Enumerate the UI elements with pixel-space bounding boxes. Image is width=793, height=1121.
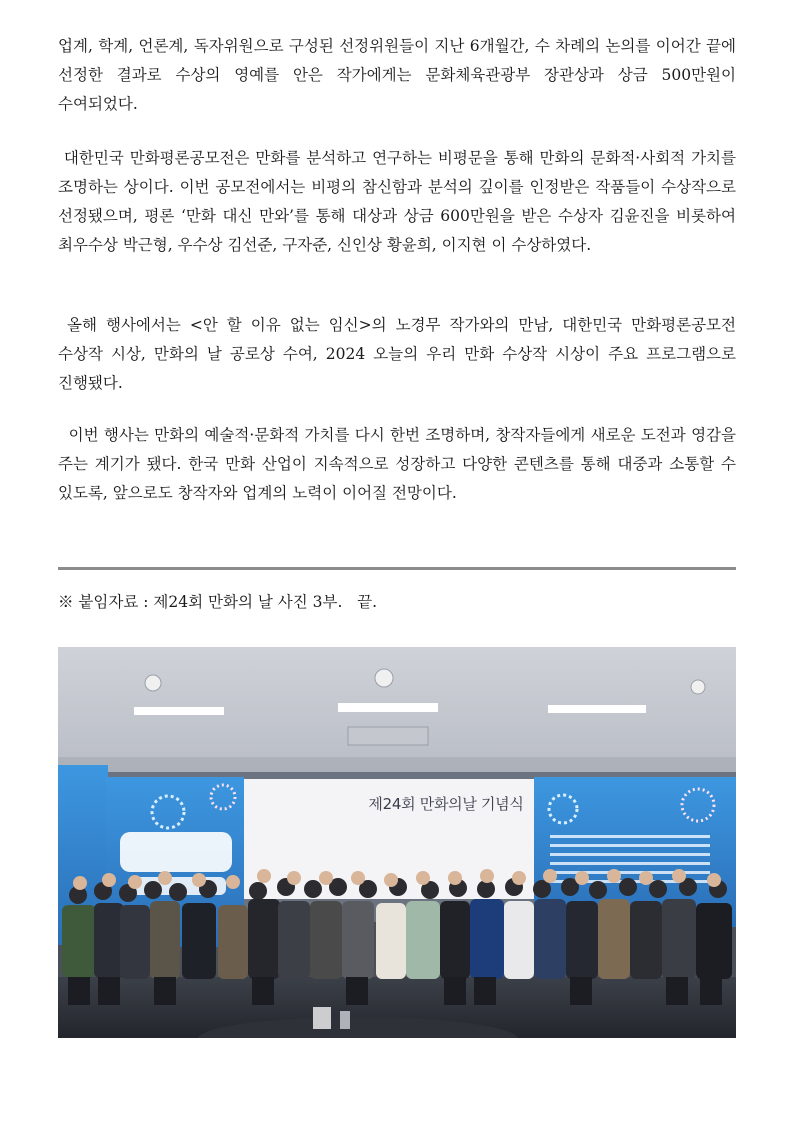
body-paragraph-4: 이번 행사는 만화의 예술적·문화적 가치를 다시 한번 조명하며, 창작자들에게 새로운 도전과 영감을 주는 계기가 됐다. 한국 만화 산업이 지속적으로 성장하고 다양한 콘텐츠를 통해 대중과 소통할 수 있도록, 앞으로도 창작자와 업계의 노력이 이어질 전망이다. <box>58 426 741 502</box>
body-paragraph-3: 올해 행사에서는 <안 할 이유 없는 임신>의 노경무 작가와의 만남, 대한민국 만화평론공모전 수상작 시상, 만화의 날 공로상 수여, 2024 오늘의 우리 만화 수상작 시상이 주요 프로그램으로 진행됐다. <box>58 316 741 392</box>
attachment-note: ※ 붙임자료 : 제24회 만화의 날 사진 3부. 끝. <box>58 593 378 611</box>
body-paragraph-1: 업계, 학계, 언론계, 독자위원으로 구성된 선정위원들이 지난 6개월간, 수 차례의 논의를 이어간 끝에 선정한 결과로 수상의 영예를 안은 작가에게는 문화체육관광부 장관상과 상금 500만원이 수여되었다. <box>58 37 741 113</box>
photo-illustration <box>58 647 736 1038</box>
event-group-photo <box>58 647 736 1038</box>
body-paragraph-2: 대한민국 만화평론공모전은 만화를 분석하고 연구하는 비평문을 통해 만화의 문화적·사회적 가치를 조명하는 상이다. 이번 공모전에서는 비평의 참신함과 분석의 깊이를 인정받은 작품들이 수상작으로 선정됐으며, 평론 ‘만화 대신 만와’를 통해 대상과 상금 600만원을 받은 수상자 김윤진을 비롯하여 최우수상 박근형, 우수상 김선준, 구자준, 신인상 황윤희, 이지현 이 수상하였다. <box>58 149 741 254</box>
section-divider <box>58 567 736 570</box>
banner-title: 제24회 만화의날 기념식 <box>368 795 524 813</box>
